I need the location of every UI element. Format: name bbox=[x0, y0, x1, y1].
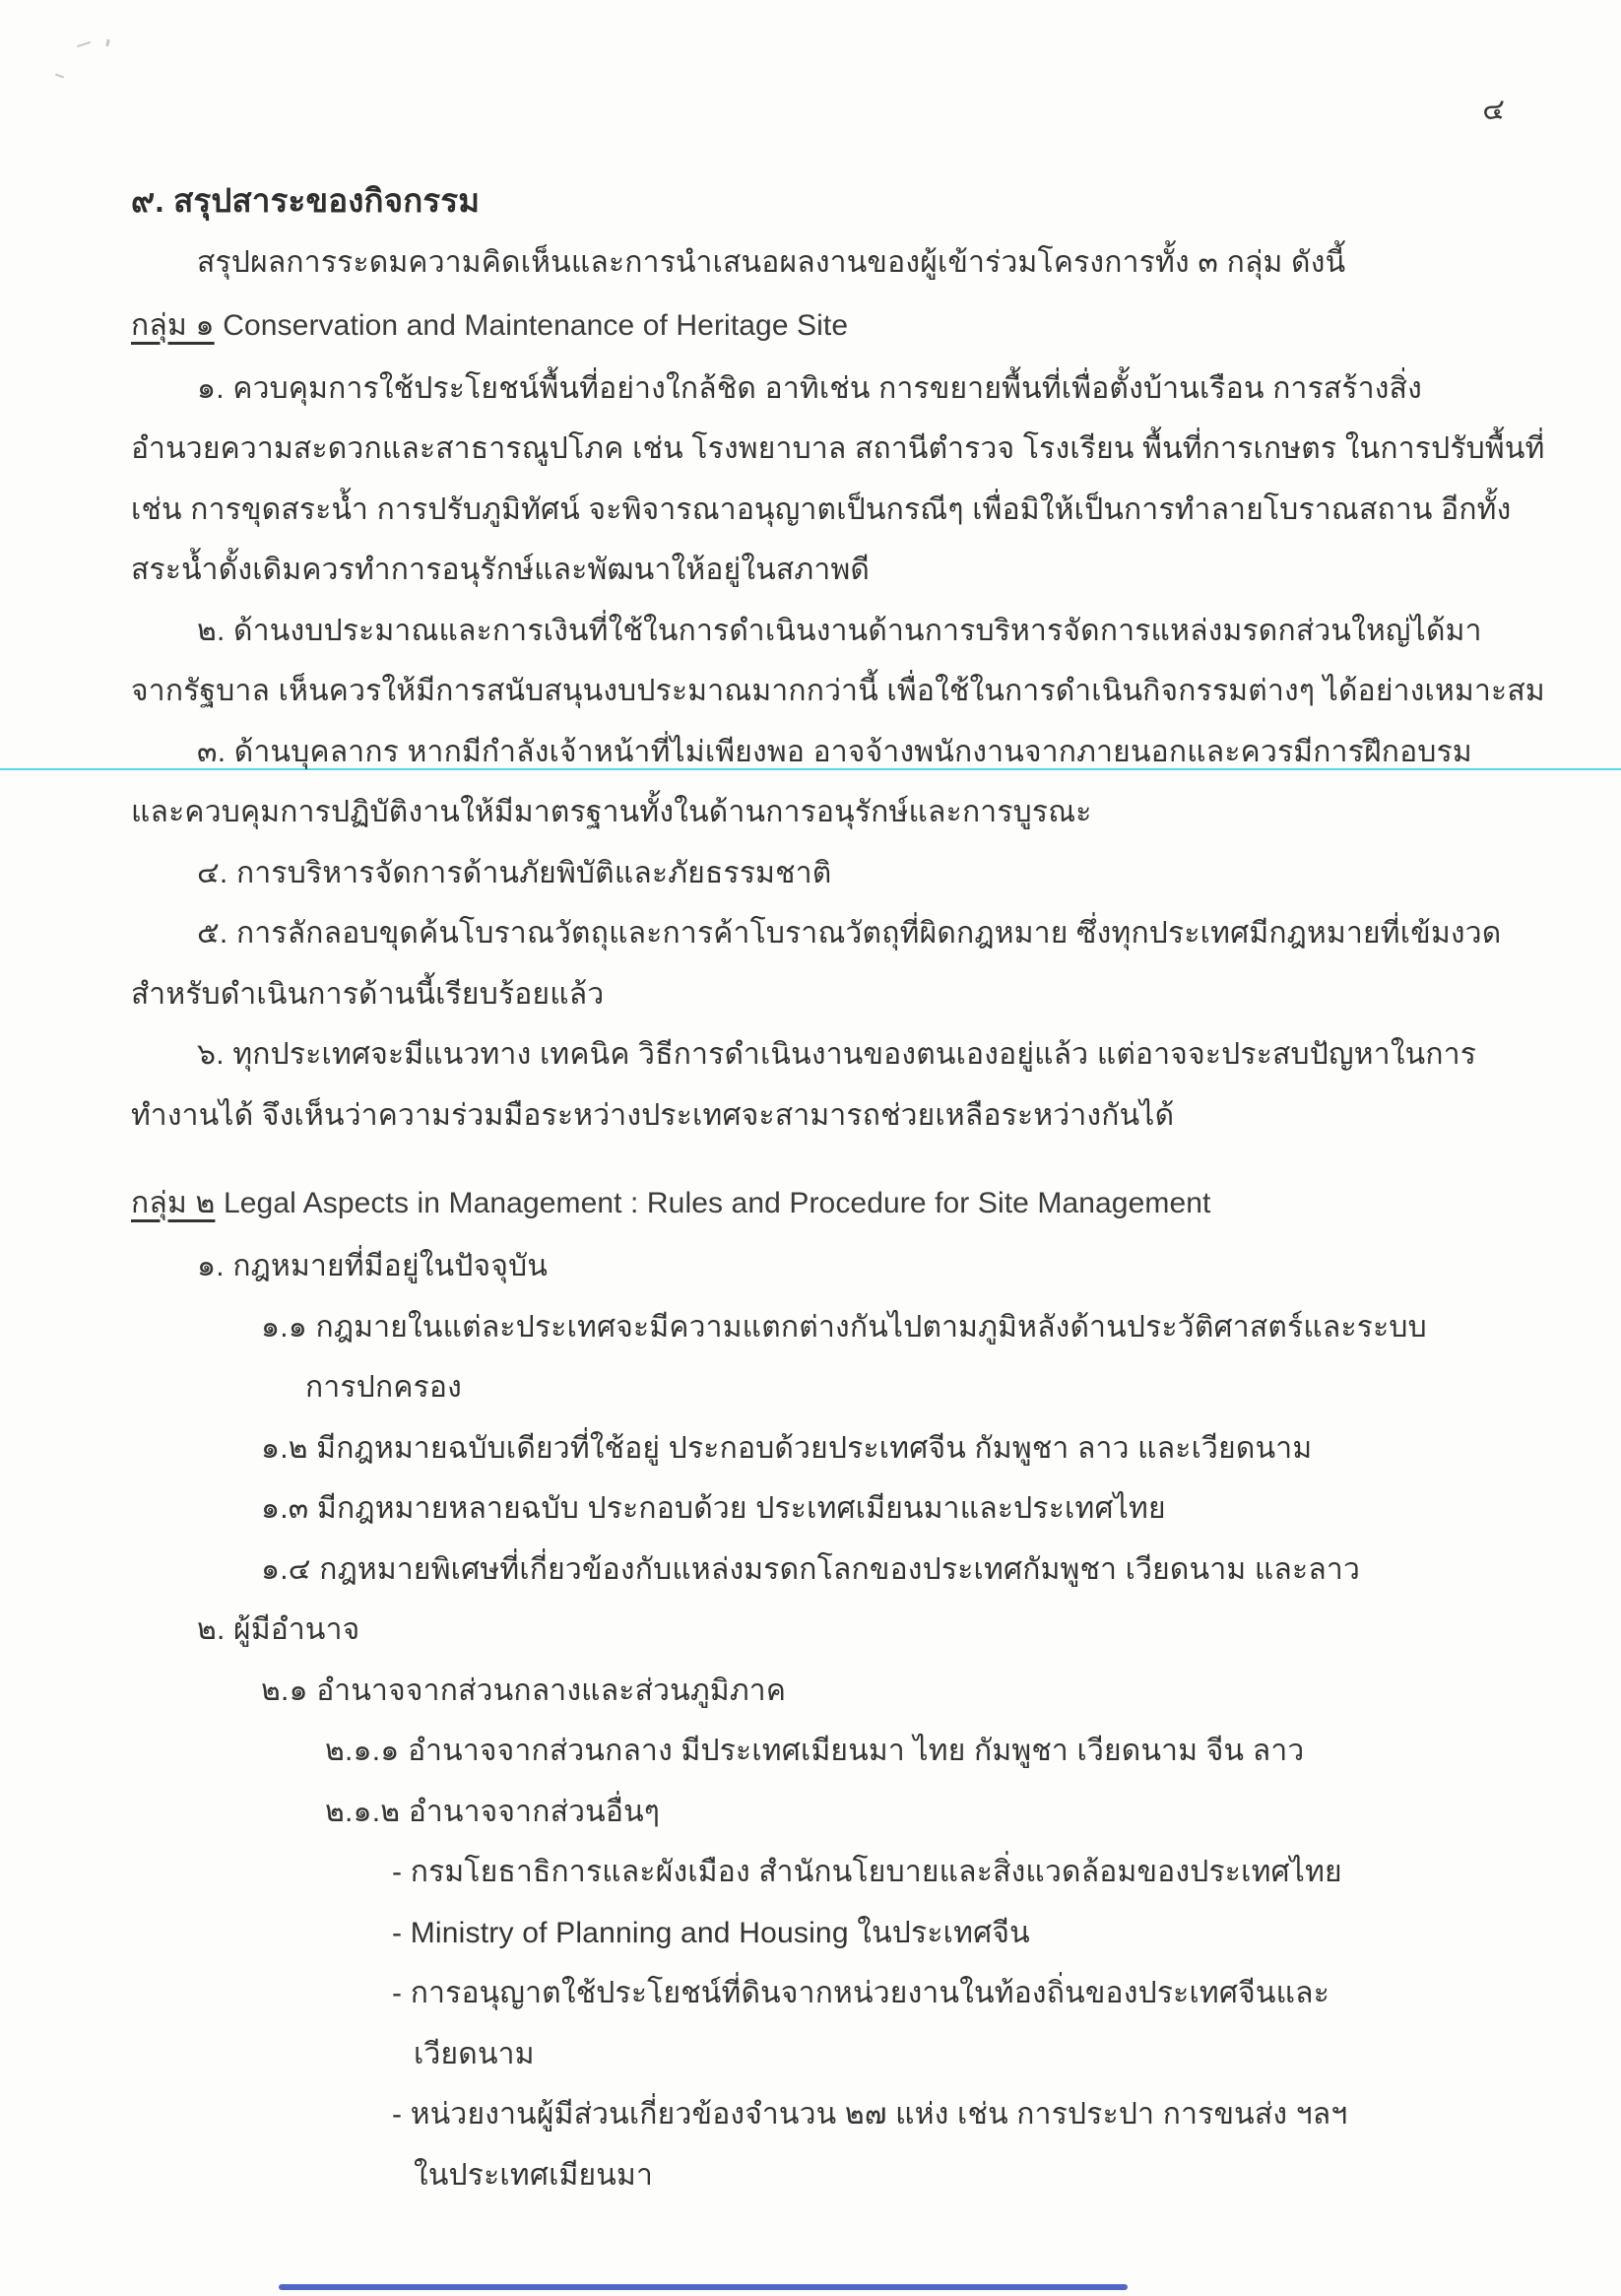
text-line: ในประเทศเมียนมา bbox=[414, 2158, 654, 2192]
text-line: ๑.๑ กฎมายในแต่ละประเทศจะมีความแตกต่างกันไปตามภูมิหลังด้านประวัติศาสตร์และระบบ bbox=[261, 1310, 1427, 1344]
text-line: ๑.๓ มีกฎหมายหลายฉบับ ประกอบด้วย ประเทศเมียนมาและประเทศไทย bbox=[261, 1492, 1166, 1525]
text-line: ๒.๑.๑ อำนาจจากส่วนกลาง มีประเทศเมียนมา ไทย กัมพูชา เวียดนาม จีน ลาว bbox=[325, 1735, 1305, 1767]
blue-scan-artifact-line bbox=[279, 2284, 1128, 2290]
text-line: - กรมโยธาธิการและผังเมือง สำนักนโยบายและสิ่งแวดล้อมของประเทศไทย bbox=[392, 1856, 1342, 1888]
intro-paragraph: สรุปผลการระดมความคิดเห็นและการนำเสนอผลงานของผู้เข้าร่วมโครงการทั้ง ๓ กลุ่ม ดังนี้ bbox=[197, 246, 1346, 279]
text-line: เวียดนาม bbox=[414, 2037, 535, 2070]
document-body bbox=[131, 169, 1545, 2205]
text-line: ๒. ผู้มีอำนาจ bbox=[197, 1613, 360, 1646]
group1-title: Conservation and Maintenance of Heritage Site bbox=[223, 308, 849, 342]
text-line: สระน้ำดั้งเดิมควรทำการอนุรักษ์และพัฒนาให้อยู่ในสภาพดี bbox=[131, 554, 871, 586]
text-line: ๒. ด้านงบประมาณและการเงินที่ใช้ในการดำเนินงานด้านการบริหารจัดการแหล่งมรดกส่วนใหญ่ได้มา bbox=[197, 614, 1482, 647]
text-line: - การอนุญาตใช้ประโยชน์ที่ดินจากหน่วยงานในท้องถิ่นของประเทศจีนและ bbox=[392, 1977, 1330, 2009]
pencil-mark bbox=[105, 39, 109, 46]
page-number: ๔ bbox=[1482, 94, 1505, 126]
text-line: ๔. การบริหารจัดการด้านภัยพิบัติและภัยธรรมชาติ bbox=[197, 856, 832, 889]
text-line: ๑. ควบคุมการใช้ประโยชน์พื้นที่อย่างใกล้ชิด อาทิเช่น การขยายพื้นที่เพื่อตั้งบ้านเรือน การสร้างสิ่ง bbox=[197, 371, 1422, 405]
group1-heading bbox=[131, 294, 1510, 359]
text-line: ๑.๔ กฎหมายพิเศษที่เกี่ยวข้องกับแหล่งมรดกโลกของประเทศกัมพูชา เวียดนาม และลาว bbox=[261, 1552, 1360, 1586]
text-line: เช่น การขุดสระน้ำ การปรับภูมิทัศน์ จะพิจารณาอนุญาตเป็นกรณีๆ เพื่อมิให้เป็นการทำลายโบราณสถาน อีกทั้ง bbox=[131, 492, 1512, 526]
section-title: ๙. สรุปสาระของกิจกรรม bbox=[131, 182, 481, 219]
pencil-mark bbox=[55, 74, 64, 79]
text-line: ๕. การลักลอบขุดค้นโบราณวัตถุและการค้าโบราณวัตถุที่ผิดกฎหมาย ซึ่งทุกประเทศมีกฎหมายที่เข้มงวด bbox=[197, 917, 1502, 950]
group2-label: กลุ่ม ๒ bbox=[131, 1187, 216, 1219]
text-line: ทำงานได้ จึงเห็นว่าความร่วมมือระหว่างประเทศจะสามารถช่วยเหลือระหว่างกันได้ bbox=[131, 1098, 1175, 1132]
group1-label: กลุ่ม ๑ bbox=[131, 308, 215, 342]
group2-heading bbox=[131, 1171, 1510, 1236]
text-line: - Ministry of Planning and Housing ในประเทศจีน bbox=[392, 1916, 1030, 1949]
text-line: ๖. ทุกประเทศจะมีแนวทาง เทคนิค วิธีการดำเนินงานของตนเองอยู่แล้ว แต่อาจจะประสบปัญหาในการ bbox=[197, 1038, 1477, 1071]
text-line: ๑. กฎหมายที่มีอยู่ในปัจจุบัน bbox=[197, 1250, 549, 1282]
text-line: และควบคุมการปฏิบัติงานให้มีมาตรฐานทั้งในด้านการอนุรักษ์และการบูรณะ bbox=[131, 796, 1092, 828]
text-line: - หน่วยงานผู้มีส่วนเกี่ยวข้องจำนวน ๒๗ แห่ง เช่น การประปา การขนส่ง ฯลฯ bbox=[392, 2098, 1348, 2131]
group2-title: Legal Aspects in Management : Rules and Procedure for Site Management bbox=[223, 1187, 1211, 1219]
text-line: สำหรับดำเนินการด้านนี้เรียบร้อยแล้ว bbox=[131, 977, 605, 1011]
text-line: อำนวยความสะดวกและสาธารณูปโภค เช่น โรงพยาบาล สถานีตำรวจ โรงเรียน พื้นที่การเกษตร ในการปรับพื้นที่ bbox=[131, 432, 1545, 465]
text-line: การปกครอง bbox=[305, 1371, 462, 1404]
text-line: ๓. ด้านบุคลากร หากมีกำลังเจ้าหน้าที่ไม่เพียงพอ อาจจ้างพนักงานจากภายนอกและควรมีการฝึกอบรม bbox=[197, 735, 1472, 768]
text-line: จากรัฐบาล เห็นควรให้มีการสนับสนุนงบประมาณมากกว่านี้ เพื่อใช้ในการดำเนินกิจกรรมต่างๆ ได้อย่างเหมาะสม bbox=[131, 675, 1545, 707]
pencil-mark bbox=[77, 41, 91, 47]
text-line: ๒.๑.๒ อำนาจจากส่วนอื่นๆ bbox=[325, 1795, 661, 1828]
text-line: ๒.๑ อำนาจจากส่วนกลางและส่วนภูมิภาค bbox=[261, 1673, 787, 1707]
text-line: ๑.๒ มีกฎหมายฉบับเดียวที่ใช้อยู่ ประกอบด้วยประเทศจีน กัมพูชา ลาว และเวียดนาม bbox=[261, 1431, 1313, 1465]
